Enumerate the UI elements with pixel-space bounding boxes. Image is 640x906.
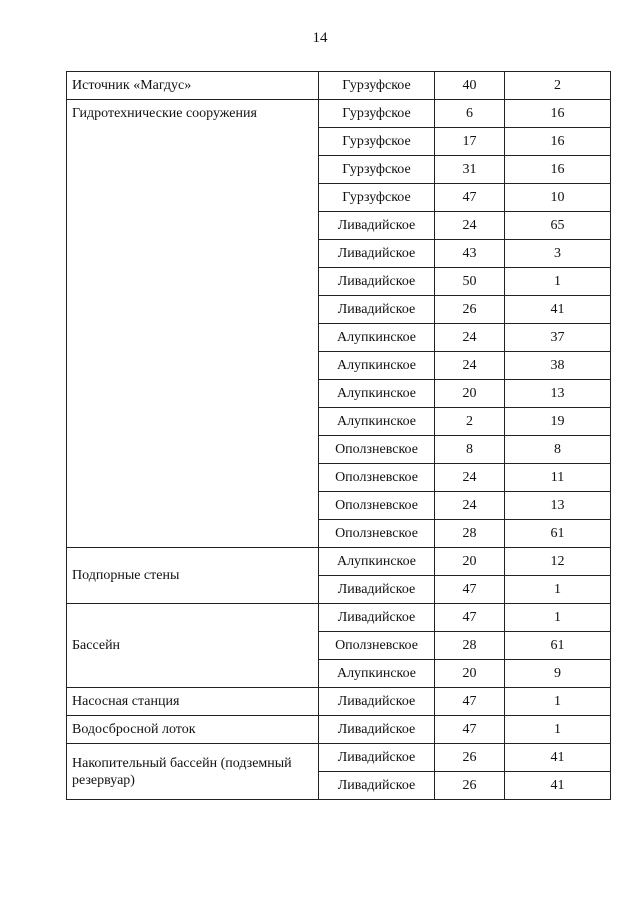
object-name-cell: Бассейн bbox=[67, 604, 319, 688]
parcel-number-cell: 61 bbox=[505, 520, 611, 548]
block-number-cell: 2 bbox=[435, 408, 505, 436]
parcel-number-cell: 16 bbox=[505, 128, 611, 156]
block-number-cell: 31 bbox=[435, 156, 505, 184]
block-number-cell: 8 bbox=[435, 436, 505, 464]
parcel-number-cell: 16 bbox=[505, 100, 611, 128]
block-number-cell: 50 bbox=[435, 268, 505, 296]
municipality-cell: Алупкинское bbox=[319, 548, 435, 576]
table-row bbox=[67, 604, 611, 632]
table-row bbox=[67, 744, 611, 772]
municipality-cell: Ливадийское bbox=[319, 744, 435, 772]
municipality-cell: Оползневское bbox=[319, 632, 435, 660]
block-number-cell: 24 bbox=[435, 492, 505, 520]
block-number-cell: 26 bbox=[435, 772, 505, 800]
municipality-cell: Гурзуфское bbox=[319, 156, 435, 184]
municipality-cell: Ливадийское bbox=[319, 268, 435, 296]
block-number-cell: 6 bbox=[435, 100, 505, 128]
object-registry-table bbox=[66, 71, 611, 800]
municipality-cell: Оползневское bbox=[319, 492, 435, 520]
municipality-cell: Алупкинское bbox=[319, 660, 435, 688]
parcel-number-cell: 61 bbox=[505, 632, 611, 660]
object-name-cell: Насосная станция bbox=[67, 688, 319, 716]
municipality-cell: Гурзуфское bbox=[319, 72, 435, 100]
parcel-number-cell: 41 bbox=[505, 772, 611, 800]
object-name-cell: Подпорные стены bbox=[67, 548, 319, 604]
municipality-cell: Ливадийское bbox=[319, 604, 435, 632]
parcel-number-cell: 16 bbox=[505, 156, 611, 184]
page-number: 14 bbox=[312, 30, 328, 46]
block-number-cell: 47 bbox=[435, 688, 505, 716]
block-number-cell: 24 bbox=[435, 212, 505, 240]
municipality-cell: Алупкинское bbox=[319, 408, 435, 436]
table-row bbox=[67, 688, 611, 716]
block-number-cell: 24 bbox=[435, 464, 505, 492]
object-name-cell: Накопительный бассейн (подземный резервуар) bbox=[67, 744, 319, 800]
block-number-cell: 47 bbox=[435, 184, 505, 212]
table-row bbox=[67, 72, 611, 100]
parcel-number-cell: 9 bbox=[505, 660, 611, 688]
table-row bbox=[67, 716, 611, 744]
object-name-cell: Источник «Магдус» bbox=[67, 72, 319, 100]
block-number-cell: 26 bbox=[435, 744, 505, 772]
municipality-cell: Ливадийское bbox=[319, 212, 435, 240]
block-number-cell: 24 bbox=[435, 352, 505, 380]
object-name-cell: Водосбросной лоток bbox=[67, 716, 319, 744]
municipality-cell: Алупкинское bbox=[319, 324, 435, 352]
block-number-cell: 20 bbox=[435, 660, 505, 688]
municipality-cell: Гурзуфское bbox=[319, 100, 435, 128]
parcel-number-cell: 1 bbox=[505, 576, 611, 604]
parcel-number-cell: 10 bbox=[505, 184, 611, 212]
parcel-number-cell: 38 bbox=[505, 352, 611, 380]
parcel-number-cell: 1 bbox=[505, 604, 611, 632]
municipality-cell: Ливадийское bbox=[319, 688, 435, 716]
block-number-cell: 47 bbox=[435, 716, 505, 744]
parcel-number-cell: 13 bbox=[505, 380, 611, 408]
block-number-cell: 43 bbox=[435, 240, 505, 268]
municipality-cell: Ливадийское bbox=[319, 576, 435, 604]
parcel-number-cell: 65 bbox=[505, 212, 611, 240]
parcel-number-cell: 11 bbox=[505, 464, 611, 492]
municipality-cell: Ливадийское bbox=[319, 716, 435, 744]
block-number-cell: 28 bbox=[435, 520, 505, 548]
block-number-cell: 28 bbox=[435, 632, 505, 660]
parcel-number-cell: 1 bbox=[505, 716, 611, 744]
block-number-cell: 47 bbox=[435, 576, 505, 604]
parcel-number-cell: 12 bbox=[505, 548, 611, 576]
municipality-cell: Ливадийское bbox=[319, 240, 435, 268]
municipality-cell: Гурзуфское bbox=[319, 128, 435, 156]
block-number-cell: 40 bbox=[435, 72, 505, 100]
municipality-cell: Оползневское bbox=[319, 520, 435, 548]
municipality-cell: Ливадийское bbox=[319, 772, 435, 800]
municipality-cell: Гурзуфское bbox=[319, 184, 435, 212]
block-number-cell: 20 bbox=[435, 380, 505, 408]
block-number-cell: 24 bbox=[435, 324, 505, 352]
parcel-number-cell: 41 bbox=[505, 296, 611, 324]
block-number-cell: 17 bbox=[435, 128, 505, 156]
block-number-cell: 20 bbox=[435, 548, 505, 576]
parcel-number-cell: 2 bbox=[505, 72, 611, 100]
object-name-cell: Гидротехнические сооружения bbox=[67, 100, 319, 548]
parcel-number-cell: 1 bbox=[505, 688, 611, 716]
parcel-number-cell: 41 bbox=[505, 744, 611, 772]
municipality-cell: Алупкинское bbox=[319, 352, 435, 380]
block-number-cell: 26 bbox=[435, 296, 505, 324]
parcel-number-cell: 1 bbox=[505, 268, 611, 296]
parcel-number-cell: 8 bbox=[505, 436, 611, 464]
municipality-cell: Оползневское bbox=[319, 464, 435, 492]
table-row bbox=[67, 100, 611, 128]
table-row bbox=[67, 548, 611, 576]
parcel-number-cell: 19 bbox=[505, 408, 611, 436]
municipality-cell: Оползневское bbox=[319, 436, 435, 464]
parcel-number-cell: 13 bbox=[505, 492, 611, 520]
parcel-number-cell: 37 bbox=[505, 324, 611, 352]
parcel-number-cell: 3 bbox=[505, 240, 611, 268]
block-number-cell: 47 bbox=[435, 604, 505, 632]
municipality-cell: Ливадийское bbox=[319, 296, 435, 324]
table-body bbox=[67, 72, 611, 800]
municipality-cell: Алупкинское bbox=[319, 380, 435, 408]
